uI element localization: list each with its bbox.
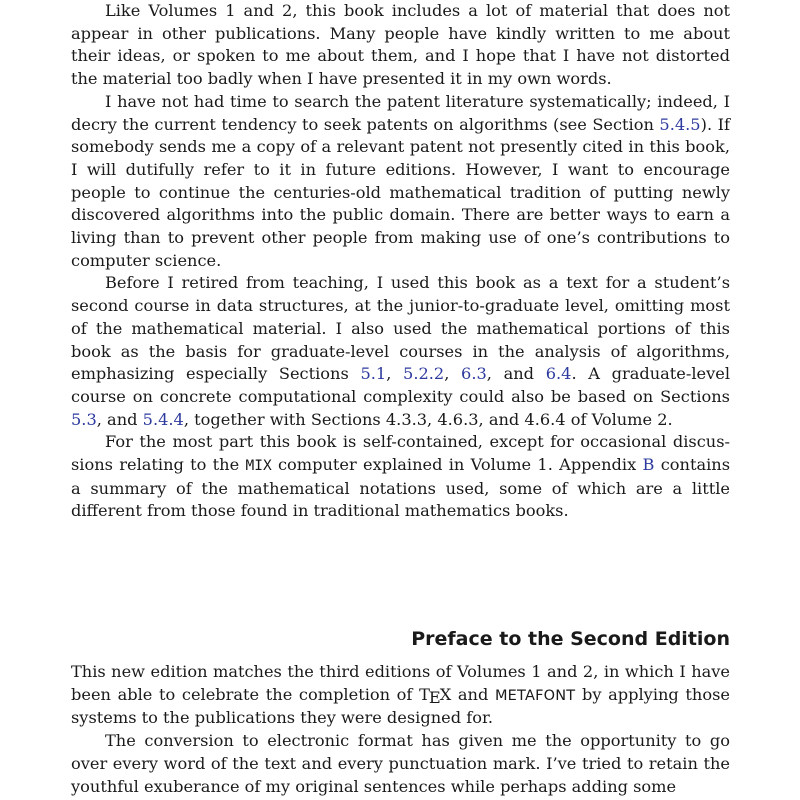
section-link-5-1[interactable]: 5.1 (360, 364, 387, 384)
separator-text: , (444, 364, 462, 384)
second-edition-body (71, 661, 730, 798)
section-link-5-4-4[interactable]: 5.4.4 (142, 409, 184, 429)
paragraph-conversion: The conversion to electronic format has given me the opportunity to go over every word of the text and every punctuation mark. I’ve tried to retain the youthful exuberance of my original sentences while perhaps adding some (71, 731, 730, 796)
appendix-link-b[interactable]: B (642, 455, 655, 475)
section-heading: Preface to the Second Edition (411, 628, 730, 650)
separator-text: and (451, 684, 495, 704)
paragraph-text: ). If somebody sends me a copy of a relevant patent not presently cited in this book, I will dutifully refer to it in future editions. However, I want to encourage people to continue the centuries-old mathematical tradition of putting newly discovered algorithms into the public domain. There are better ways to earn a living than to prevent other people from making use of one’s contributions to computer science. (71, 114, 730, 270)
mix-computer-name: MIX (245, 458, 272, 475)
paragraph-self-contained (71, 431, 730, 523)
paragraph-new-edition (71, 661, 730, 730)
paragraph-text: , together with Sections 4.3.3, 4.6.3, and 4.6.4 of Volume 2. (183, 409, 673, 429)
paragraph-volumes: Like Volumes 1 and 2, this book includes a lot of material that does not appear in other publications. Many people have kindly written to me about their ideas, or spoken to me about them, and I hope that I have not distorted the material too badly when I have presented it in my own words. (71, 1, 730, 89)
paragraph-text: computer explained in Volume 1. Appendix (271, 455, 643, 475)
paragraph-text: contains a summary of the mathematical notations used, some of which are a little different from those found in traditional mathematics books. (71, 455, 731, 521)
tex-logo (419, 684, 452, 707)
paragraph-text: For the most part this book is self-contained, except for occasional discussions relating to the (71, 432, 730, 475)
separator-text: , and (486, 364, 546, 384)
separator-text: , (386, 364, 404, 384)
paragraph-text: I have not had time to search the patent literature systematically; indeed, I decry the current tendency to seek patents on algorithms (see Section (71, 91, 730, 134)
preface-body (71, 0, 730, 523)
section-link-5-3[interactable]: 5.3 (71, 409, 97, 429)
paragraph-text: Before I retired from teaching, I used this book as a text for a student’s second course in data structures, at the junior-to-graduate level, omitting most of the mathematical material. I also used the mathematical portions of this book as the basis for graduate-level courses in the analysis of algorithms, emphasizing especially Sections (71, 273, 730, 384)
metafont-logo: METAFONT (494, 687, 576, 704)
paragraph-teaching (71, 272, 730, 431)
paragraph-text: . A graduate-level course on concrete computational complexity could also be based on Sections (71, 364, 730, 406)
section-link-6-3[interactable]: 6.3 (461, 364, 487, 384)
tex-logo-x: X (439, 684, 452, 704)
paragraph-text: This new edition matches the third editions of Volumes 1 and 2, in which I have been able to celebrate the completion of (71, 662, 730, 704)
section-link-6-4[interactable]: 6.4 (545, 364, 572, 384)
tex-logo-e: E (428, 687, 441, 707)
paragraph-patents (71, 91, 730, 273)
section-link-5-2-2[interactable]: 5.2.2 (403, 364, 445, 384)
section-link-5-4-5[interactable]: 5.4.5 (659, 114, 701, 134)
tex-logo-t: T (419, 684, 430, 704)
paragraph-text: by applying those systems to the publications they were designed for. (71, 684, 730, 728)
separator-text: , and (96, 409, 143, 429)
